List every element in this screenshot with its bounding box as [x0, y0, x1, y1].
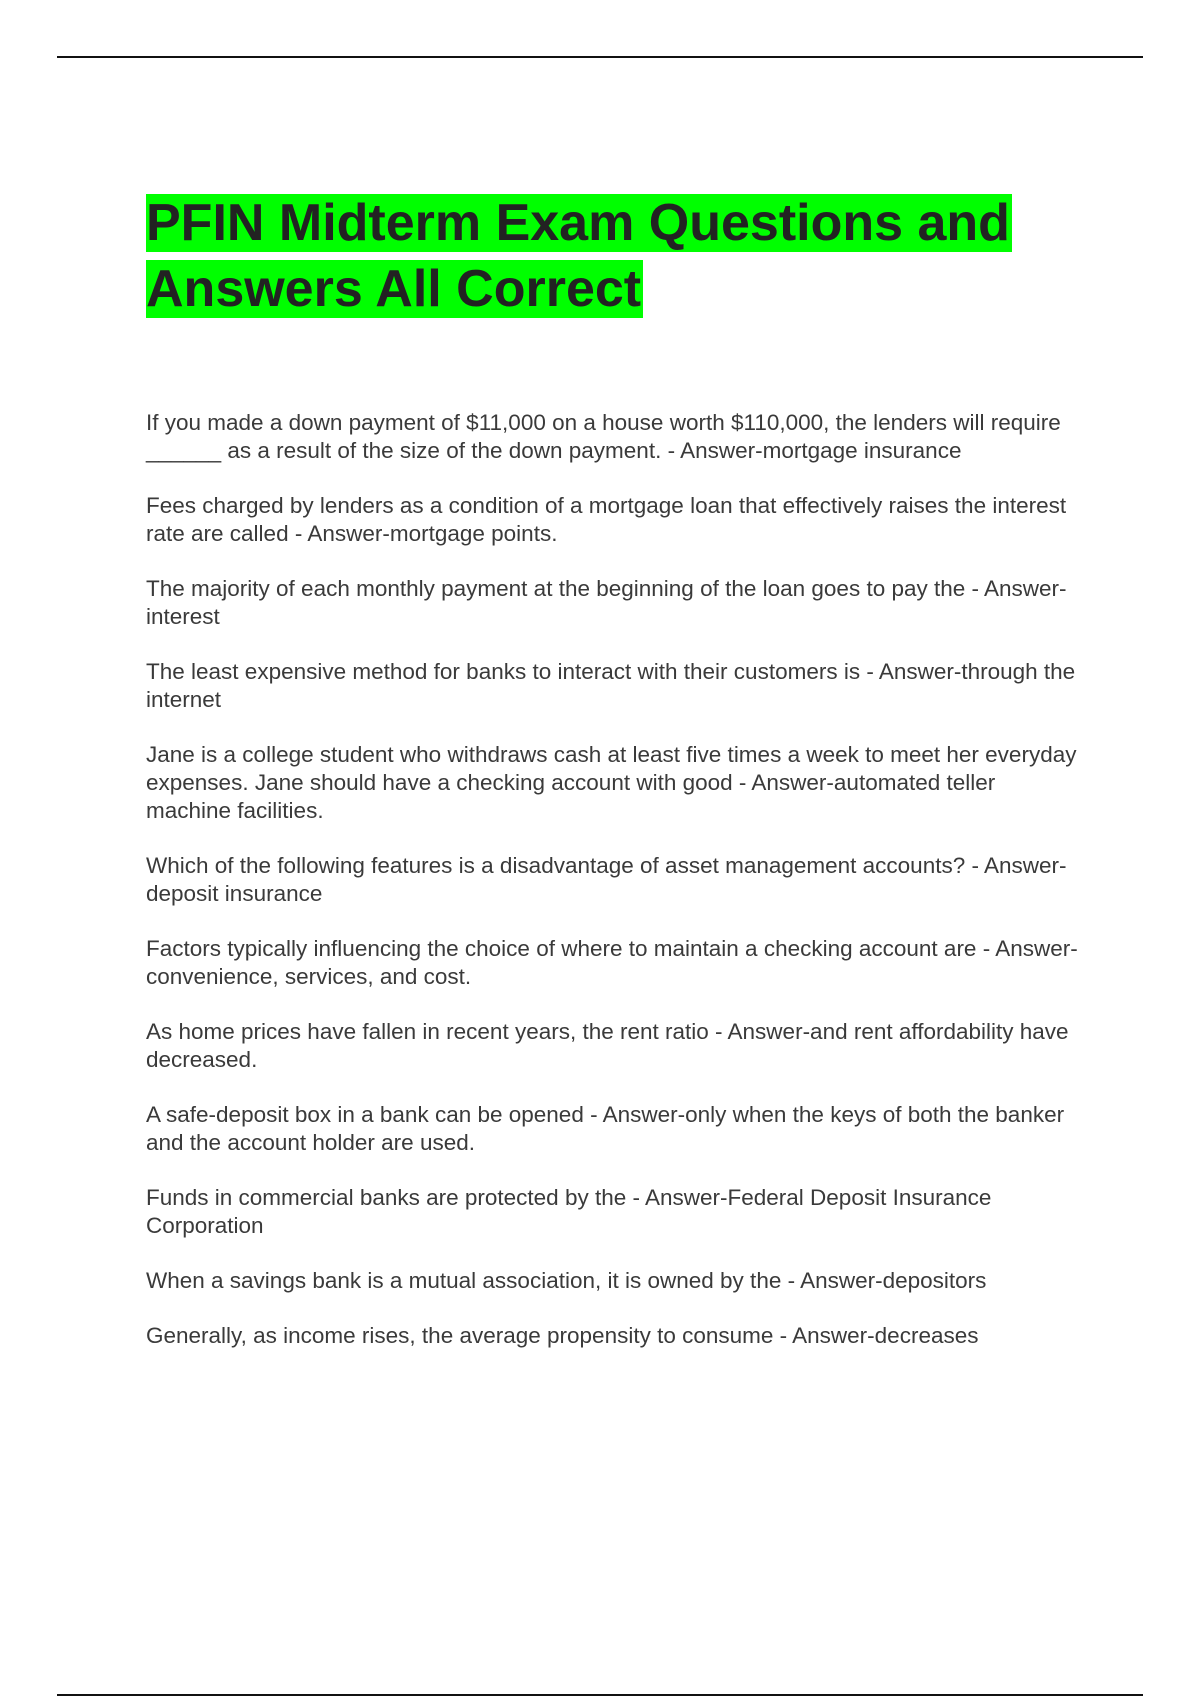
title-highlight: PFIN Midterm Exam Questions and Answers All Correct	[146, 194, 1010, 318]
document-title	[146, 190, 1086, 322]
qa-item: If you made a down payment of $11,000 on a house worth $110,000, the lenders will require ______ as a result of the size of the down payment. - Answer-mortgage insurance	[146, 410, 1061, 463]
header-rule	[57, 56, 1143, 58]
qa-item: The majority of each monthly payment at the beginning of the loan goes to pay the - Answer-interest	[146, 576, 1067, 629]
qa-item: Jane is a college student who withdraws cash at least five times a week to meet her everyday expenses. Jane should have a checking account with good - Answer-automated teller machine facilities.	[146, 742, 1077, 823]
qa-item: When a savings bank is a mutual association, it is owned by the - Answer-depositors	[146, 1268, 987, 1293]
qa-item: As home prices have fallen in recent years, the rent ratio - Answer-and rent affordability have decreased.	[146, 1019, 1069, 1072]
qa-item: Generally, as income rises, the average propensity to consume - Answer-decreases	[146, 1323, 979, 1348]
footer-rule	[57, 1694, 1143, 1696]
qa-item: Which of the following features is a disadvantage of asset management accounts? - Answer-deposit insurance	[146, 853, 1067, 906]
qa-list	[146, 409, 1086, 1377]
qa-item: The least expensive method for banks to interact with their customers is - Answer-through the internet	[146, 659, 1076, 712]
qa-item: A safe-deposit box in a bank can be opened - Answer-only when the keys of both the banker and the account holder are used.	[146, 1102, 1065, 1155]
qa-item: Funds in commercial banks are protected by the - Answer-Federal Deposit Insurance Corporation	[146, 1185, 992, 1238]
qa-item: Factors typically influencing the choice of where to maintain a checking account are - Answer-convenience, services, and cost.	[146, 936, 1078, 989]
qa-item: Fees charged by lenders as a condition of a mortgage loan that effectively raises the interest rate are called - Answer-mortgage points.	[146, 493, 1067, 546]
